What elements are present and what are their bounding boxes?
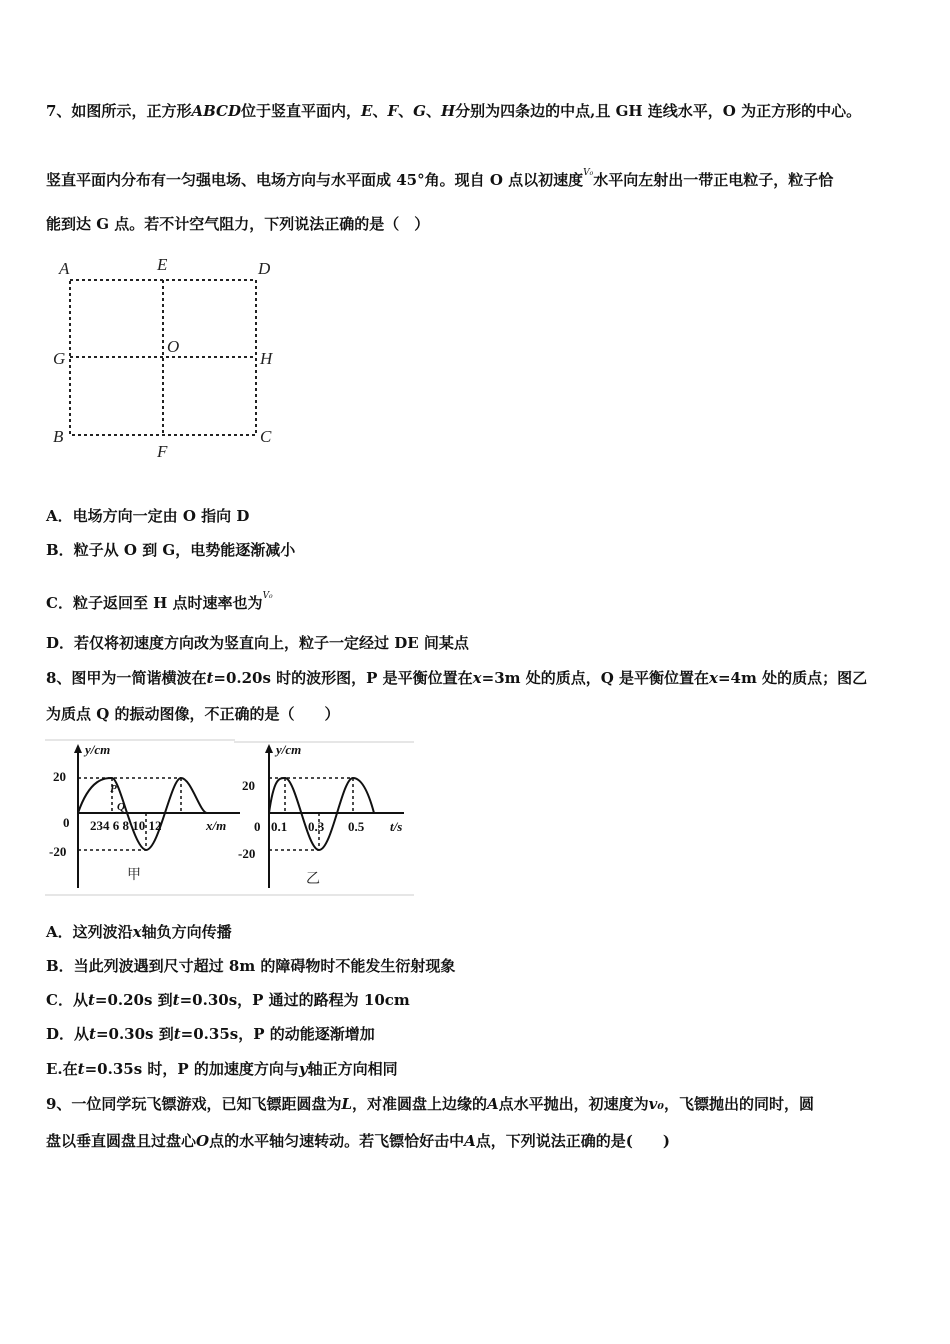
text: t bbox=[77, 1060, 85, 1078]
q8-option-c bbox=[46, 990, 410, 1010]
text: =0.35s，P 的动能逐渐增加 bbox=[180, 1025, 375, 1043]
text: x bbox=[132, 923, 142, 941]
text: A bbox=[464, 1132, 476, 1150]
text: =0.35s 时，P 的加速度方向与 bbox=[84, 1060, 299, 1078]
text: 7、如图所示，正方形 bbox=[46, 102, 192, 120]
text: t bbox=[89, 1025, 96, 1043]
text: =0.20s 时的波形图，P 是平衡位置在 bbox=[213, 669, 473, 687]
caption-jia: 甲 bbox=[127, 868, 141, 883]
y-bot-label: -20 bbox=[238, 846, 256, 861]
y-label: y/cm bbox=[276, 742, 302, 757]
origin-label: 0 bbox=[63, 815, 70, 830]
label-g: G bbox=[53, 349, 66, 368]
q7-line-3: 能到达 G 点。若不计空气阻力，下列说法正确的是（ ） bbox=[46, 215, 430, 233]
q8-option-a bbox=[46, 922, 232, 942]
q8-line-2: 为质点 Q 的振动图像，不正确的是（ ） bbox=[46, 705, 340, 723]
label-b: B bbox=[53, 427, 64, 446]
t-tick-1: 0.1 bbox=[271, 819, 288, 834]
label-c: C bbox=[260, 427, 272, 446]
text: ，飞镖抛出的同时，圆 bbox=[663, 1095, 814, 1113]
text: H bbox=[440, 102, 456, 120]
q7-line-2 bbox=[46, 163, 833, 190]
q7-option-b: B．粒子从 O 到 G，电势能逐渐减小 bbox=[46, 541, 296, 559]
text: t bbox=[206, 669, 214, 687]
q9-line-1 bbox=[46, 1094, 814, 1114]
text: A．这列波沿 bbox=[46, 923, 133, 941]
y-arrow bbox=[265, 744, 273, 753]
text: =0.20s 到 bbox=[94, 991, 173, 1009]
t-label: t/s bbox=[390, 819, 403, 834]
text: ABCD bbox=[191, 102, 241, 120]
text: 水平向左射出一带正电粒子，粒子恰 bbox=[593, 171, 834, 189]
y-top-label: 20 bbox=[53, 769, 66, 784]
y-top-label: 20 bbox=[242, 778, 255, 793]
x-ticks: 234 6 8 10 12 bbox=[90, 818, 162, 833]
q-label: Q bbox=[117, 801, 125, 813]
text: 轴负方向传播 bbox=[141, 923, 232, 941]
y-bot-label: -20 bbox=[49, 844, 67, 859]
q8-option-e bbox=[46, 1059, 398, 1079]
label-f: F bbox=[157, 442, 168, 461]
text: t bbox=[172, 991, 180, 1009]
text: O bbox=[196, 1132, 210, 1150]
text: ，对准圆盘上边缘的 bbox=[352, 1095, 488, 1113]
text: E bbox=[361, 102, 373, 120]
label-h: H bbox=[260, 349, 273, 368]
caption-yi: 乙 bbox=[306, 872, 320, 887]
text: A bbox=[487, 1095, 499, 1113]
text: t bbox=[173, 1025, 181, 1043]
text: L bbox=[341, 1095, 352, 1113]
text: 轴正方向相同 bbox=[307, 1060, 398, 1078]
text: x bbox=[709, 669, 718, 687]
text: =0.30s，P 通过的路程为 10cm bbox=[179, 991, 410, 1009]
y-label: y/cm bbox=[85, 742, 111, 757]
text: =4m 处的质点；图乙 bbox=[717, 669, 868, 687]
text: 9、一位同学玩飞镖游戏，已知飞镖距圆盘为 bbox=[46, 1095, 342, 1113]
text: C．从 bbox=[46, 991, 88, 1009]
text: G bbox=[413, 102, 426, 120]
q7-option-c bbox=[46, 586, 273, 613]
q8-option-d bbox=[46, 1024, 375, 1044]
x-label: x/m bbox=[206, 818, 227, 833]
v0-symbol: V₀ bbox=[583, 168, 594, 178]
text: 竖直平面内分布有一匀强电场、电场方向与水平面成 45°角。现自 O 点以初速度 bbox=[46, 171, 584, 189]
text: 点，下列说法正确的是( ) bbox=[475, 1132, 670, 1150]
text: 盘以垂直圆盘且过盘心 bbox=[46, 1132, 197, 1150]
text: 、 bbox=[372, 102, 388, 120]
text: 点的水平轴匀速转动。若飞镖恰好击中 bbox=[209, 1132, 465, 1150]
label-d: D bbox=[258, 259, 271, 278]
q8-line-1 bbox=[46, 668, 867, 688]
text: 点水平抛出，初速度为 bbox=[498, 1095, 649, 1113]
text: F bbox=[387, 102, 399, 120]
v0-symbol: V₀ bbox=[262, 591, 273, 601]
text: y bbox=[298, 1060, 308, 1078]
q7-line-1 bbox=[46, 101, 861, 121]
y-arrow bbox=[74, 744, 82, 753]
text: t bbox=[87, 991, 95, 1009]
text: =0.30s 到 bbox=[95, 1025, 174, 1043]
q8-option-b: B．当此列波遇到尺寸超过 8m 的障碍物时不能发生衍射现象 bbox=[46, 957, 456, 975]
q9-line-2 bbox=[46, 1131, 670, 1151]
text: E.在 bbox=[46, 1060, 78, 1078]
text: 、 bbox=[425, 102, 441, 120]
label-e: E bbox=[157, 255, 168, 274]
text: x bbox=[472, 669, 482, 687]
text: 8、图甲为一简谐横波在 bbox=[46, 669, 207, 687]
origin-label: 0 bbox=[254, 819, 261, 834]
t-tick-2: 0.3 bbox=[308, 819, 325, 834]
text: D．从 bbox=[46, 1025, 90, 1043]
text: v₀ bbox=[648, 1095, 664, 1113]
q7-option-a: A．电场方向一定由 O 指向 D bbox=[46, 507, 250, 525]
text: C．粒子返回至 H 点时速率也为 bbox=[46, 594, 263, 612]
label-o: O bbox=[167, 337, 180, 356]
square-figure bbox=[45, 252, 285, 462]
p-label: P bbox=[110, 783, 117, 795]
text: =3m 处的质点，Q 是平衡位置在 bbox=[481, 669, 710, 687]
text: 、 bbox=[398, 102, 414, 120]
q7-option-d: D．若仅将初速度方向改为竖直向上，粒子一定经过 DE 间某点 bbox=[46, 634, 469, 652]
text: 位于竖直平面内， bbox=[241, 102, 362, 120]
t-tick-3: 0.5 bbox=[348, 819, 365, 834]
wave-graph-jia bbox=[45, 738, 240, 898]
text: 分别为四条边的中点,且 GH 连线水平，O 为正方形的中心。 bbox=[455, 102, 862, 120]
label-a: A bbox=[59, 259, 70, 278]
vibration-graph-yi bbox=[234, 738, 416, 898]
